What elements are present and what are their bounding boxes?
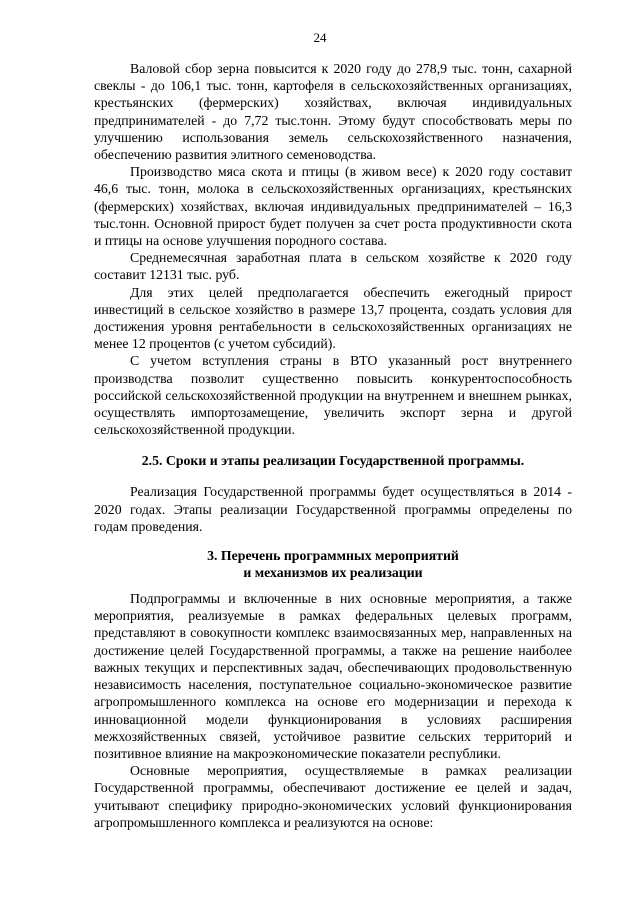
paragraph-subprograms: Подпрограммы и включенные в них основные мероприятия, а также мероприятия, реализуемые в рамках федеральных целевых программ, представляют в совокупности комплекс взаимосвязанных мер, направленных на достижение целей Государственной программы, а также на решение наиболее важных текущих и перспективных задач, обеспечивающих продовольственную независимость населения, поступательное социально-экономическое развитие агропромышленного комплекса на основе его модернизации и перехода к инновационной модели функционирования в условиях расширения межхозяйственных связей, устойчивое развитие сельских территорий и позитивное влияние на макроэкономические показатели республики. xyxy=(94,591,572,761)
section-3-heading-line-2: и механизмов их реализации xyxy=(243,565,423,581)
page-content xyxy=(94,60,572,831)
paragraph-investment-growth: Для этих целей предполагается обеспечить ежегодный прирост инвестиций в сельское хозяйство в размере 13,7 процента, создать условия для достижения уровня рентабельности в сельскохозяйственных организациях не менее 12 процентов (с учетом субсидий). xyxy=(94,284,572,352)
section-3-heading xyxy=(94,547,572,581)
section-2-5-paragraph: Реализация Государственной программы будет осуществляться в 2014 - 2020 годах. Этапы реализации Государственной программы определены по годам проведения. xyxy=(94,484,572,534)
section-3-heading-line-1: 3. Перечень программных мероприятий xyxy=(207,548,459,564)
paragraph-meat-milk-production: Производство мяса скота и птицы (в живом весе) к 2020 году составит 46,6 тыс. тонн, молока в сельскохозяйственных организациях, крестьянских (фермерских) хозяйствах, включая индивидуальных предпринимателей – 16,3 тыс.тонн. Основной прирост будет получен за счет роста продуктивности скота и птицы на основе улучшения породного состава. xyxy=(94,164,572,249)
page-number: 24 xyxy=(313,30,327,45)
paragraph-wto-accession: С учетом вступления страны в ВТО указанный рост внутреннего производства позволит существенно повысить конкурентоспособность российской сельскохозяйственной продукции на внутреннем и внешнем рынках, осуществлять импортозамещение, увеличить экспорт зерна и другой сельскохозяйственной продукции. xyxy=(94,353,572,438)
section-2-5-heading: 2.5. Сроки и этапы реализации Государственной программы. xyxy=(141,453,525,469)
paragraph-grain-harvest: Валовой сбор зерна повысится к 2020 году до 278,9 тыс. тонн, сахарной свеклы - до 106,1 тыс. тонн, картофеля в сельскохозяйственных организациях, крестьянских (фермерских) хозяйствах, включая индивидуальных предпринимателей - до 7,72 тыс.тонн. Этому будут способствовать меры по улучшению использования земель сельскохозяйственного назначения, обеспечению развития элитного семеноводства. xyxy=(94,61,572,163)
paragraph-average-salary: Среднемесячная заработная плата в сельском хозяйстве к 2020 году составит 12131 тыс. руб. xyxy=(94,250,572,283)
paragraph-main-activities: Основные мероприятия, осуществляемые в рамках реализации Государственной программы, обеспечивают достижение ее целей и задач, учитывают специфику природно-экономических условий функционирования агропромышленного комплекса и реализуются на основе: xyxy=(94,763,572,830)
